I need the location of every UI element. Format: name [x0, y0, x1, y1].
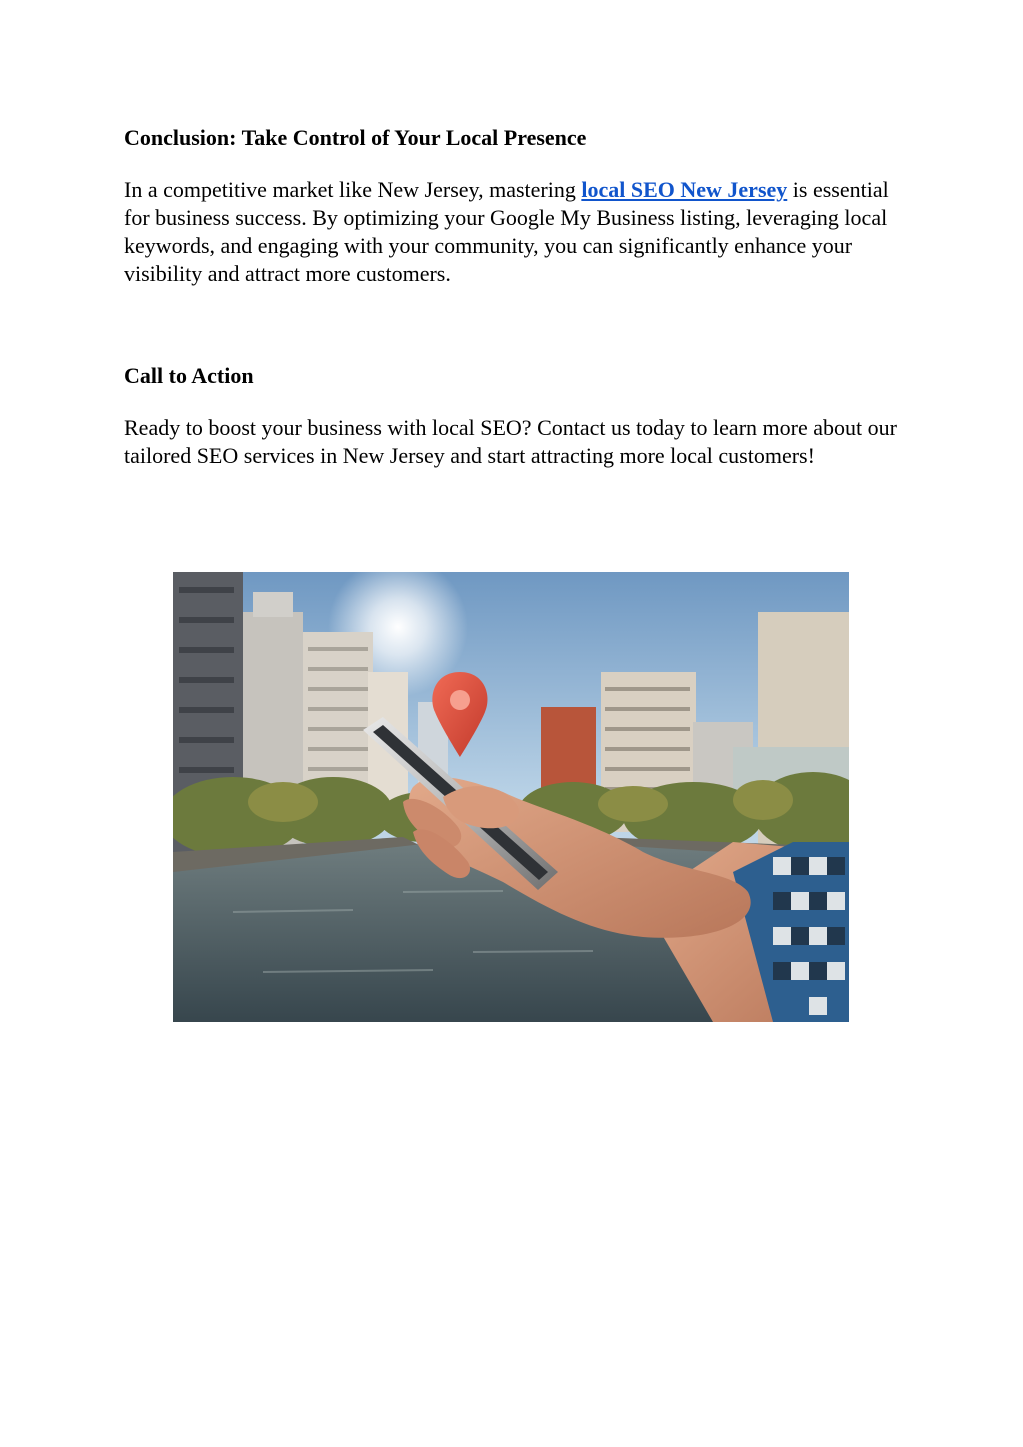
local-seo-link[interactable]: local SEO New Jersey — [581, 177, 788, 202]
call-to-action-paragraph: Ready to boost your business with local SEO? Contact us today to learn more about our tailored SEO services in New Jersey and start attracting more local customers! — [124, 415, 897, 468]
conclusion-text-after-link: is essential for business success. By optimizing your Google My Business listing, leveraging local keywords, and engaging with your community, you can significantly enhance your visibility and attract more customers. — [124, 177, 889, 286]
conclusion-text-before-link: In a competitive market like New Jersey, mastering — [124, 177, 582, 202]
conclusion-paragraph — [124, 176, 904, 288]
city-smartphone-photo — [173, 572, 849, 1022]
conclusion-heading: Conclusion: Take Control of Your Local Presence — [124, 125, 587, 150]
call-to-action-heading: Call to Action — [124, 363, 254, 388]
photo-illustration — [173, 572, 849, 1022]
